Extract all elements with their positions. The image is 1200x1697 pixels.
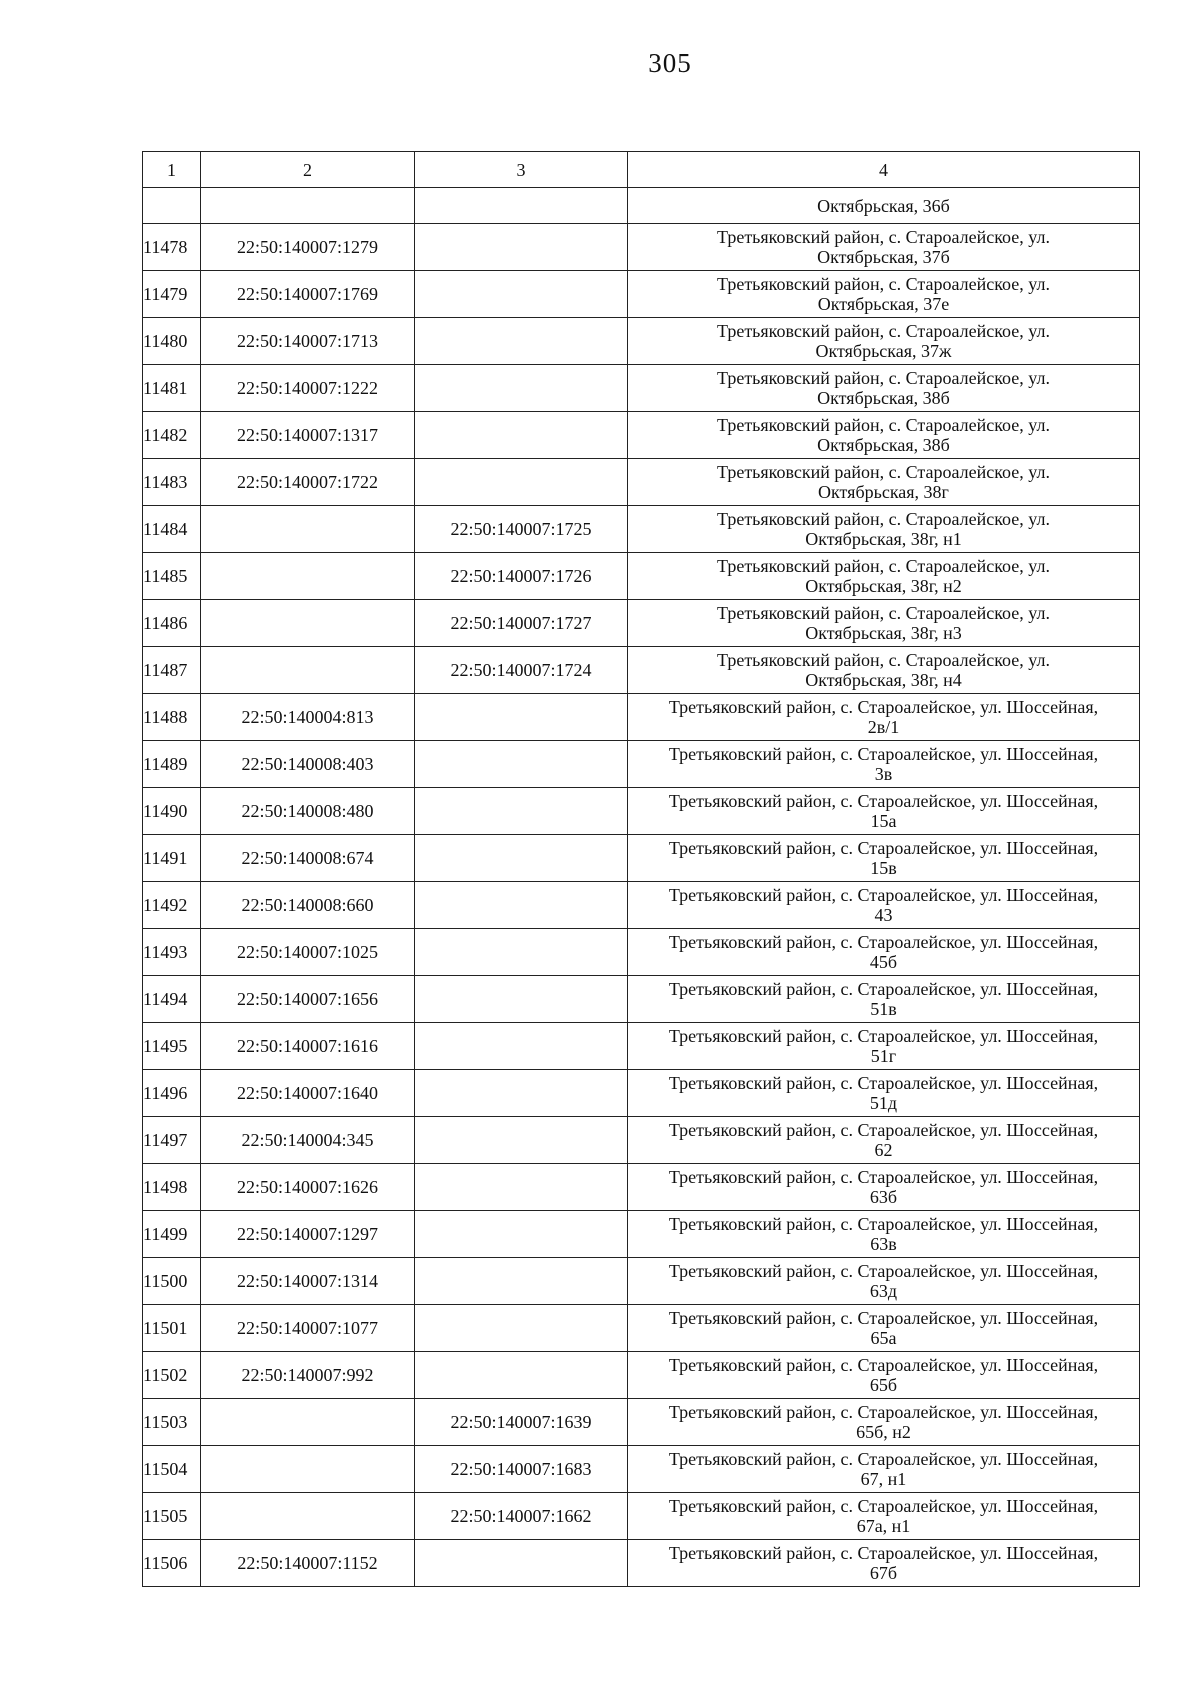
address-line-2: 3в bbox=[874, 764, 893, 784]
cadastral-number-alt-cell bbox=[415, 224, 628, 271]
address-cell bbox=[628, 1352, 1140, 1399]
table-row bbox=[143, 365, 1140, 412]
address-line-2: 51г bbox=[870, 1046, 897, 1066]
cadastral-number-cell: 22:50:140007:1722 bbox=[201, 459, 415, 506]
address-line-1: Третьяковский район, с. Староалейское, ул. bbox=[717, 227, 1050, 247]
cadastral-number-cell: 22:50:140007:1297 bbox=[201, 1211, 415, 1258]
address-cell bbox=[628, 1070, 1140, 1117]
row-number-cell: 11488 bbox=[143, 694, 201, 741]
address-cell bbox=[628, 1493, 1140, 1540]
table-row bbox=[143, 1258, 1140, 1305]
address-cell bbox=[628, 929, 1140, 976]
table-row bbox=[143, 882, 1140, 929]
row-number-cell: 11479 bbox=[143, 271, 201, 318]
cadastral-number-cell: 22:50:140007:1152 bbox=[201, 1540, 415, 1587]
table-row bbox=[143, 553, 1140, 600]
address-line-1: Третьяковский район, с. Староалейское, ул. Шоссейная, bbox=[668, 1308, 1099, 1328]
address-line-2: 43 bbox=[874, 905, 893, 925]
cadastral-number-cell: 22:50:140007:1317 bbox=[201, 412, 415, 459]
address-cell bbox=[628, 741, 1140, 788]
cadastral-number-alt-cell bbox=[415, 1352, 628, 1399]
cadastral-number-alt-cell bbox=[415, 1023, 628, 1070]
continuation-cadastral-cell bbox=[201, 188, 415, 224]
address-line-2: Октябрьская, 37ж bbox=[815, 341, 952, 361]
row-number-cell: 11481 bbox=[143, 365, 201, 412]
row-number-cell: 11505 bbox=[143, 1493, 201, 1540]
row-number-cell: 11495 bbox=[143, 1023, 201, 1070]
row-number-cell: 11492 bbox=[143, 882, 201, 929]
table-row bbox=[143, 1070, 1140, 1117]
address-line-2: Октябрьская, 38г, н3 bbox=[805, 623, 962, 643]
cadastral-number-cell bbox=[201, 506, 415, 553]
address-line-2: Октябрьская, 38г, н4 bbox=[805, 670, 962, 690]
address-line-2: Октябрьская, 37б bbox=[817, 247, 950, 267]
row-number-cell: 11483 bbox=[143, 459, 201, 506]
table-row bbox=[143, 647, 1140, 694]
address-cell bbox=[628, 1446, 1140, 1493]
address-cell bbox=[628, 412, 1140, 459]
address-cell bbox=[628, 1117, 1140, 1164]
continuation-number-cell bbox=[143, 188, 201, 224]
row-number-cell: 11489 bbox=[143, 741, 201, 788]
row-number-cell: 11487 bbox=[143, 647, 201, 694]
cadastral-number-alt-cell bbox=[415, 929, 628, 976]
table-row bbox=[143, 1164, 1140, 1211]
row-number-cell: 11499 bbox=[143, 1211, 201, 1258]
address-cell bbox=[628, 1023, 1140, 1070]
address-cell bbox=[628, 1211, 1140, 1258]
table-row bbox=[143, 224, 1140, 271]
address-line-1: Третьяковский район, с. Староалейское, ул. bbox=[717, 274, 1050, 294]
address-line-1: Третьяковский район, с. Староалейское, ул. bbox=[717, 650, 1050, 670]
table-row bbox=[143, 1117, 1140, 1164]
continuation-address-cell: Октябрьская, 36б bbox=[628, 188, 1140, 224]
cadastral-number-cell: 22:50:140004:813 bbox=[201, 694, 415, 741]
row-number-cell: 11501 bbox=[143, 1305, 201, 1352]
address-line-1: Третьяковский район, с. Староалейское, ул. bbox=[717, 368, 1050, 388]
table-row bbox=[143, 1305, 1140, 1352]
cadastral-number-cell: 22:50:140004:345 bbox=[201, 1117, 415, 1164]
address-line-1: Третьяковский район, с. Староалейское, ул. Шоссейная, bbox=[668, 1449, 1099, 1469]
cadastral-number-alt-cell bbox=[415, 1211, 628, 1258]
address-line-2: 63б bbox=[869, 1187, 898, 1207]
cadastral-number-cell bbox=[201, 1399, 415, 1446]
cadastral-number-cell bbox=[201, 1493, 415, 1540]
address-cell bbox=[628, 1305, 1140, 1352]
cadastral-number-alt-cell bbox=[415, 1305, 628, 1352]
address-line-1: Третьяковский район, с. Староалейское, ул. Шоссейная, bbox=[668, 838, 1099, 858]
address-line-1: Третьяковский район, с. Староалейское, ул. bbox=[717, 556, 1050, 576]
address-line-2: 65б, н2 bbox=[856, 1422, 911, 1442]
table-row bbox=[143, 271, 1140, 318]
address-line-2: 67б bbox=[869, 1563, 898, 1583]
address-cell bbox=[628, 553, 1140, 600]
cadastral-number-cell bbox=[201, 600, 415, 647]
address-cell bbox=[628, 788, 1140, 835]
cadastral-number-cell: 22:50:140008:403 bbox=[201, 741, 415, 788]
address-line-1: Третьяковский район, с. Староалейское, ул. Шоссейная, bbox=[668, 1073, 1099, 1093]
address-line-2: 15в bbox=[870, 858, 897, 878]
cadastral-number-alt-cell: 22:50:140007:1724 bbox=[415, 647, 628, 694]
address-cell bbox=[628, 1540, 1140, 1587]
row-number-cell: 11486 bbox=[143, 600, 201, 647]
address-line-2: Октябрьская, 38б bbox=[817, 388, 950, 408]
row-number-cell: 11496 bbox=[143, 1070, 201, 1117]
table-row bbox=[143, 788, 1140, 835]
cadastral-number-cell: 22:50:140007:1713 bbox=[201, 318, 415, 365]
address-line-2: Октябрьская, 37е bbox=[817, 294, 950, 314]
cadastral-number-alt-cell bbox=[415, 1540, 628, 1587]
cadastral-number-alt-cell bbox=[415, 976, 628, 1023]
cadastral-number-alt-cell: 22:50:140007:1639 bbox=[415, 1399, 628, 1446]
cadastral-number-cell: 22:50:140007:1222 bbox=[201, 365, 415, 412]
row-number-cell: 11485 bbox=[143, 553, 201, 600]
cadastral-number-alt-cell bbox=[415, 882, 628, 929]
table-row bbox=[143, 1446, 1140, 1493]
row-number-cell: 11502 bbox=[143, 1352, 201, 1399]
row-number-cell: 11494 bbox=[143, 976, 201, 1023]
address-line-1: Третьяковский район, с. Староалейское, ул. Шоссейная, bbox=[668, 932, 1099, 952]
table-header-row bbox=[143, 152, 1140, 188]
table-row bbox=[143, 1493, 1140, 1540]
address-line-2: 2в/1 bbox=[867, 717, 900, 737]
address-cell bbox=[628, 271, 1140, 318]
registry-table bbox=[142, 151, 1140, 1587]
address-line-1: Третьяковский район, с. Староалейское, ул. Шоссейная, bbox=[668, 1167, 1099, 1187]
address-line-2: 51в bbox=[870, 999, 897, 1019]
cadastral-number-alt-cell bbox=[415, 741, 628, 788]
address-cell bbox=[628, 1164, 1140, 1211]
cadastral-number-cell: 22:50:140007:1656 bbox=[201, 976, 415, 1023]
cadastral-number-alt-cell: 22:50:140007:1683 bbox=[415, 1446, 628, 1493]
cadastral-number-alt-cell: 22:50:140007:1726 bbox=[415, 553, 628, 600]
cadastral-number-alt-cell bbox=[415, 271, 628, 318]
row-number-cell: 11506 bbox=[143, 1540, 201, 1587]
page-number: 305 bbox=[648, 48, 692, 78]
address-line-1: Третьяковский район, с. Староалейское, ул. bbox=[717, 603, 1050, 623]
address-line-1: Третьяковский район, с. Староалейское, ул. bbox=[717, 321, 1050, 341]
table-row bbox=[143, 1352, 1140, 1399]
row-number-cell: 11490 bbox=[143, 788, 201, 835]
row-number-cell: 11480 bbox=[143, 318, 201, 365]
cadastral-number-alt-cell bbox=[415, 694, 628, 741]
address-cell bbox=[628, 694, 1140, 741]
continuation-cadastral-alt-cell bbox=[415, 188, 628, 224]
table-row bbox=[143, 1399, 1140, 1446]
address-cell bbox=[628, 976, 1140, 1023]
address-line-1: Третьяковский район, с. Староалейское, ул. bbox=[717, 462, 1050, 482]
address-line-2: 45б bbox=[869, 952, 898, 972]
cadastral-number-alt-cell bbox=[415, 1164, 628, 1211]
cadastral-number-cell: 22:50:140007:1626 bbox=[201, 1164, 415, 1211]
cadastral-number-alt-cell bbox=[415, 365, 628, 412]
address-line-1: Третьяковский район, с. Староалейское, ул. Шоссейная, bbox=[668, 1120, 1099, 1140]
address-line-2: 65б bbox=[869, 1375, 898, 1395]
table-row bbox=[143, 459, 1140, 506]
cadastral-number-alt-cell: 22:50:140007:1725 bbox=[415, 506, 628, 553]
address-line-2: Октябрьская, 38г, н2 bbox=[805, 576, 962, 596]
address-line-2: Октябрьская, 38б bbox=[817, 435, 950, 455]
continuation-row bbox=[143, 188, 1140, 224]
address-line-2: 62 bbox=[874, 1140, 893, 1160]
address-line-1: Третьяковский район, с. Староалейское, ул. Шоссейная, bbox=[668, 1496, 1099, 1516]
cadastral-number-alt-cell bbox=[415, 835, 628, 882]
address-line-2: 65а bbox=[870, 1328, 897, 1348]
address-cell bbox=[628, 318, 1140, 365]
address-cell bbox=[628, 365, 1140, 412]
address-line-1: Третьяковский район, с. Староалейское, ул. Шоссейная, bbox=[668, 1402, 1099, 1422]
cadastral-number-cell: 22:50:140007:1314 bbox=[201, 1258, 415, 1305]
address-line-1: Третьяковский район, с. Староалейское, ул. Шоссейная, bbox=[668, 744, 1099, 764]
table-row bbox=[143, 835, 1140, 882]
table-row bbox=[143, 741, 1140, 788]
cadastral-number-cell: 22:50:140007:1077 bbox=[201, 1305, 415, 1352]
cadastral-number-alt-cell bbox=[415, 1258, 628, 1305]
address-line-1: Третьяковский район, с. Староалейское, ул. Шоссейная, bbox=[668, 791, 1099, 811]
column-header-2: 2 bbox=[201, 152, 415, 188]
address-cell bbox=[628, 647, 1140, 694]
address-cell bbox=[628, 506, 1140, 553]
address-cell bbox=[628, 882, 1140, 929]
cadastral-number-cell: 22:50:140007:1640 bbox=[201, 1070, 415, 1117]
registry-table-body bbox=[143, 152, 1140, 1587]
cadastral-number-cell: 22:50:140007:1279 bbox=[201, 224, 415, 271]
cadastral-number-cell: 22:50:140008:674 bbox=[201, 835, 415, 882]
cadastral-number-alt-cell bbox=[415, 1117, 628, 1164]
table-row bbox=[143, 976, 1140, 1023]
row-number-cell: 11493 bbox=[143, 929, 201, 976]
row-number-cell: 11484 bbox=[143, 506, 201, 553]
table-row bbox=[143, 1211, 1140, 1258]
column-header-4: 4 bbox=[628, 152, 1140, 188]
address-line-1: Третьяковский район, с. Староалейское, ул. Шоссейная, bbox=[668, 979, 1099, 999]
cadastral-number-cell: 22:50:140008:480 bbox=[201, 788, 415, 835]
cadastral-number-cell: 22:50:140008:660 bbox=[201, 882, 415, 929]
table-row bbox=[143, 1023, 1140, 1070]
address-line-2: 67а, н1 bbox=[856, 1516, 911, 1536]
address-line-1: Третьяковский район, с. Староалейское, ул. Шоссейная, bbox=[668, 885, 1099, 905]
table-row bbox=[143, 929, 1140, 976]
cadastral-number-cell: 22:50:140007:1769 bbox=[201, 271, 415, 318]
cadastral-number-alt-cell: 22:50:140007:1727 bbox=[415, 600, 628, 647]
cadastral-number-cell: 22:50:140007:992 bbox=[201, 1352, 415, 1399]
address-cell bbox=[628, 600, 1140, 647]
address-line-2: Октябрьская, 38г bbox=[818, 482, 949, 502]
address-cell bbox=[628, 1258, 1140, 1305]
cadastral-number-alt-cell: 22:50:140007:1662 bbox=[415, 1493, 628, 1540]
address-cell bbox=[628, 459, 1140, 506]
table-row bbox=[143, 506, 1140, 553]
column-header-1: 1 bbox=[143, 152, 201, 188]
address-line-2: Октябрьская, 38г, н1 bbox=[805, 529, 962, 549]
address-line-2: 63д bbox=[869, 1281, 898, 1301]
table-row bbox=[143, 318, 1140, 365]
address-line-1: Третьяковский район, с. Староалейское, ул. Шоссейная, bbox=[668, 1214, 1099, 1234]
address-cell bbox=[628, 224, 1140, 271]
cadastral-number-cell: 22:50:140007:1616 bbox=[201, 1023, 415, 1070]
address-line-2: 51д bbox=[869, 1093, 898, 1113]
cadastral-number-cell: 22:50:140007:1025 bbox=[201, 929, 415, 976]
table-row bbox=[143, 412, 1140, 459]
address-line-1: Третьяковский район, с. Староалейское, ул. Шоссейная, bbox=[668, 1026, 1099, 1046]
table-row bbox=[143, 1540, 1140, 1587]
address-line-1: Третьяковский район, с. Староалейское, ул. Шоссейная, bbox=[668, 1543, 1099, 1563]
cadastral-number-alt-cell bbox=[415, 1070, 628, 1117]
row-number-cell: 11491 bbox=[143, 835, 201, 882]
address-cell bbox=[628, 835, 1140, 882]
row-number-cell: 11498 bbox=[143, 1164, 201, 1211]
table-row bbox=[143, 694, 1140, 741]
column-header-3: 3 bbox=[415, 152, 628, 188]
cadastral-number-alt-cell bbox=[415, 788, 628, 835]
address-line-1: Третьяковский район, с. Староалейское, ул. Шоссейная, bbox=[668, 697, 1099, 717]
cadastral-number-alt-cell bbox=[415, 318, 628, 365]
row-number-cell: 11500 bbox=[143, 1258, 201, 1305]
cadastral-number-cell bbox=[201, 553, 415, 600]
address-line-1: Третьяковский район, с. Староалейское, ул. bbox=[717, 415, 1050, 435]
row-number-cell: 11504 bbox=[143, 1446, 201, 1493]
address-line-1: Третьяковский район, с. Староалейское, ул. bbox=[717, 509, 1050, 529]
address-line-2: 67, н1 bbox=[860, 1469, 907, 1489]
row-number-cell: 11482 bbox=[143, 412, 201, 459]
address-line-1: Третьяковский район, с. Староалейское, ул. Шоссейная, bbox=[668, 1355, 1099, 1375]
address-line-1: Третьяковский район, с. Староалейское, ул. Шоссейная, bbox=[668, 1261, 1099, 1281]
cadastral-number-alt-cell bbox=[415, 459, 628, 506]
cadastral-number-cell bbox=[201, 647, 415, 694]
row-number-cell: 11497 bbox=[143, 1117, 201, 1164]
cadastral-number-alt-cell bbox=[415, 412, 628, 459]
row-number-cell: 11503 bbox=[143, 1399, 201, 1446]
address-cell bbox=[628, 1399, 1140, 1446]
cadastral-number-cell bbox=[201, 1446, 415, 1493]
address-line-2: 15а bbox=[870, 811, 897, 831]
row-number-cell: 11478 bbox=[143, 224, 201, 271]
address-line-2: 63в bbox=[870, 1234, 897, 1254]
table-row bbox=[143, 600, 1140, 647]
